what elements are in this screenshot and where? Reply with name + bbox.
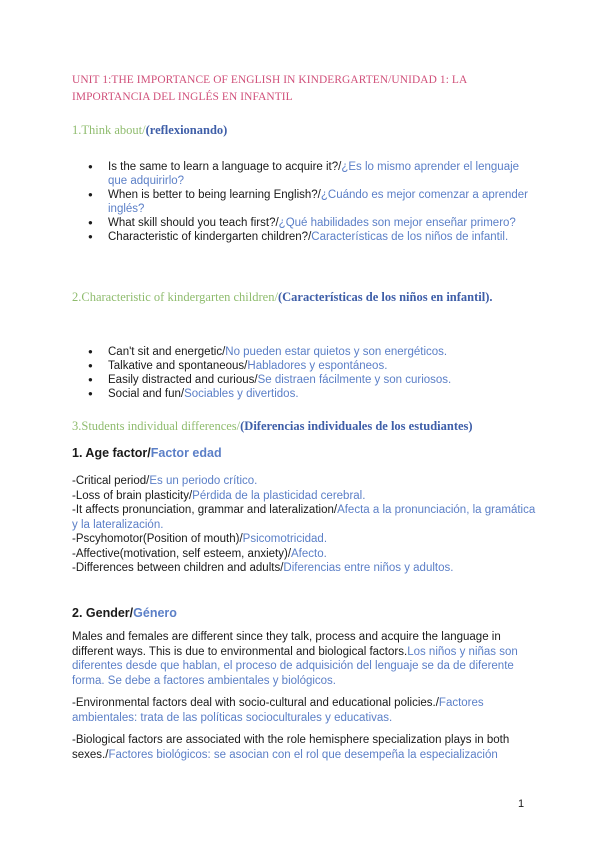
gender-paragraph-2: -Environmental factors deal with socio-cultural and educational policies./Factores ambientales: trata de las políticas socioculturales y educativas. [72, 697, 484, 724]
gender-heading: 2. Gender/Género [72, 606, 177, 620]
section2-list [88, 345, 528, 401]
gender-paragraph-3: -Biological factors are associated with the role hemisphere specialization plays in both sexes./Factores biológicos: se asocian con el rol que desempeña la especialización [72, 734, 510, 761]
list-item: ● What skill should you teach first?/¿Qué habilidades son mejor enseñar primero? [88, 216, 528, 230]
list-item: ● Talkative and spontaneous/Habladores y espontáneos. [88, 359, 528, 373]
section2-heading-en: 2.Characteristic of kindergarten children/ [72, 290, 278, 304]
age-line: -Loss of brain plasticity/Pérdida de la plasticidad cerebral. [72, 489, 366, 502]
age-line: -Differences between children and adults/Diferencias entre niños y adultos. [72, 562, 454, 574]
section3-heading [72, 418, 473, 435]
age-factor-lines [72, 474, 542, 576]
list-item: ● Characteristic of kindergarten children?/Características de los niños de infantil. [88, 230, 528, 244]
list-item: ● Easily distracted and curious/Se distraen fácilmente y son curiosos. [88, 373, 528, 387]
section3-heading-es: (Diferencias individuales de los estudiantes) [240, 419, 473, 433]
age-line: -Critical period/Es un periodo crítico. [72, 475, 258, 487]
age-factor-heading: 1. Age factor/Factor edad [72, 446, 222, 460]
age-line: -It affects pronunciation, grammar and lateralization/Afecta a la pronunciación, la gramática y la lateralización. [72, 504, 536, 531]
section1-list [88, 160, 528, 244]
unit-title: UNIT 1:THE IMPORTANCE OF ENGLISH IN KINDERGARTEN/UNIDAD 1: LA IMPORTANCIA DEL INGLÉS EN INFANTIL [72, 74, 467, 103]
age-line: -Pscyhomotor(Position of mouth)/Psicomotricidad. [72, 533, 328, 545]
page-number: 1 [518, 798, 525, 810]
section1-heading-en: 1.Think about/ [72, 123, 146, 137]
section1-heading-es: (reflexionando) [145, 123, 228, 137]
section1-heading [72, 122, 227, 139]
age-line: -Affective(motivation, self esteem, anxiety)/Afecto. [72, 547, 327, 560]
list-item: ● Is the same to learn a language to acquire it?/¿Es lo mismo aprender el lenguaje que adquirirlo? [88, 160, 528, 188]
list-item: ● Social and fun/Sociables y divertidos. [88, 387, 528, 401]
list-item: ● When is better to being learning English?/¿Cuándo es mejor comenzar a aprender inglés? [88, 188, 528, 216]
section2-heading-es: (Características de los niños en infantil). [277, 290, 493, 304]
section3-heading-en: 3.Students individual differences/ [72, 419, 241, 433]
list-item: ● Can't sit and energetic/No pueden estar quietos y son energéticos. [88, 345, 528, 359]
section2-heading [72, 289, 542, 306]
gender-paragraph-1: Males and females are different since they talk, process and acquire the language in different ways. This is due to environmental and biological factors.Los niños y niñas son diferentes desde que hablan, el proceso de adquisición del lenguaje se da de diferente forma. Se debe a factores ambientales y biológicos. [72, 631, 518, 687]
